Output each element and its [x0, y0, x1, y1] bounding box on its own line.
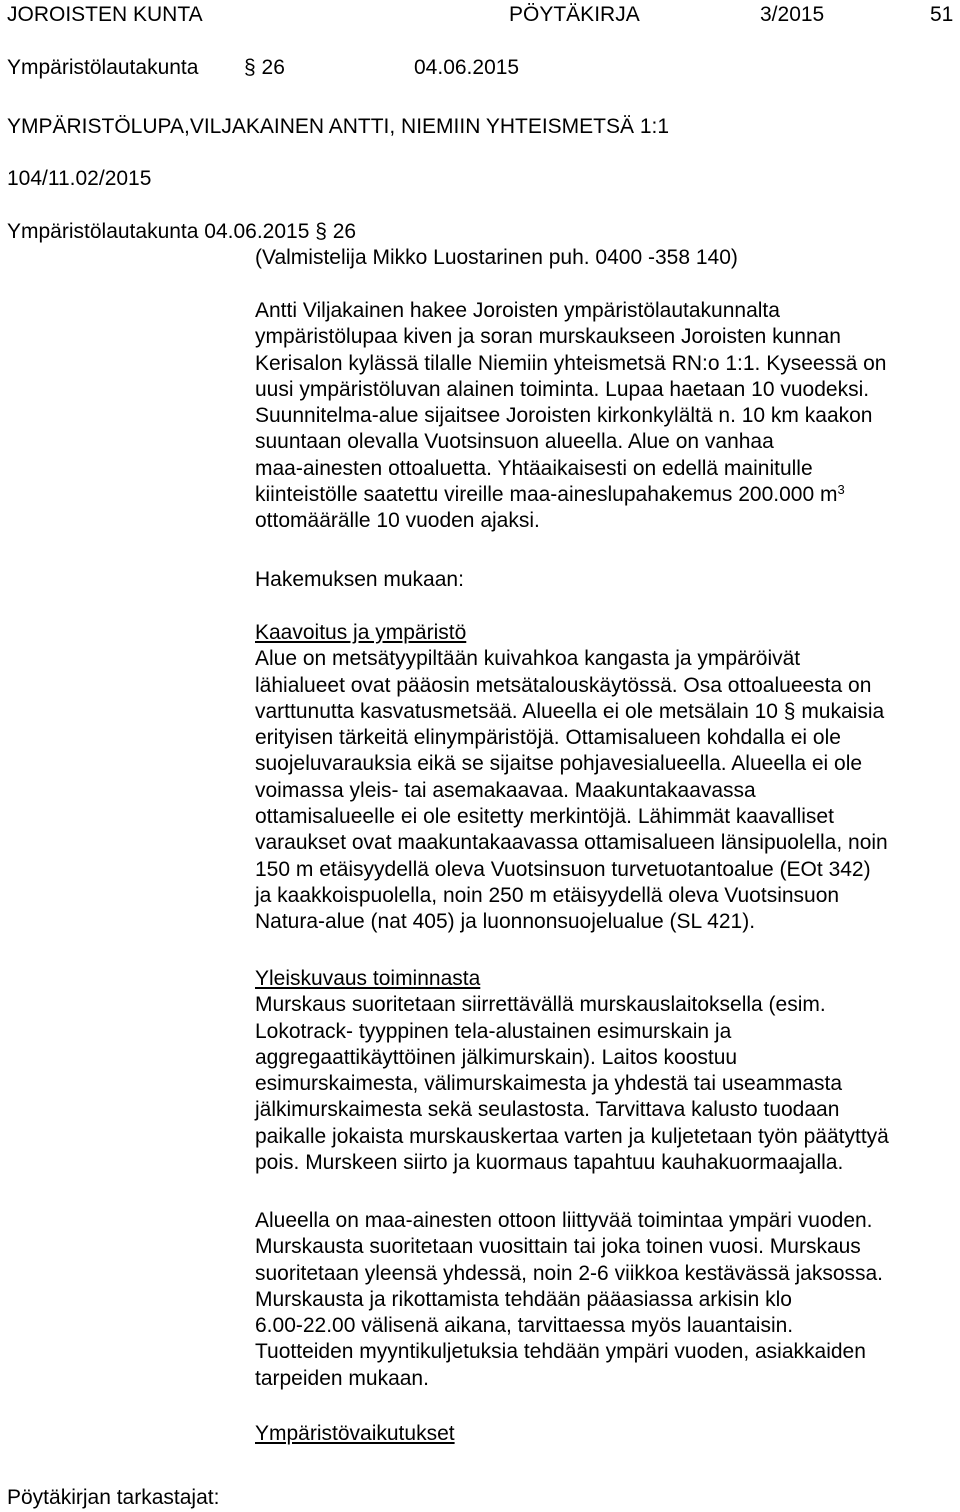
- section-line: paikalle jokaista murskauskertaa varten ja kuljetetaan työn päätyttyä: [255, 1124, 889, 1148]
- section-line: ja kaakkoispuolella, noin 250 m etäisyydellä oleva Vuotsinsuon: [255, 883, 840, 907]
- operation-line: 6.00-22.00 välisenä aikana, tarvittaessa myös lauantaisin.: [255, 1314, 794, 1338]
- operation-line: suoritetaan yleensä yhdessä, noin 2-6 viikkoa kestävässä jaksossa.: [255, 1261, 884, 1285]
- section-line: lähialueet ovat pääosin metsätalouskäytössä. Osa ottoalueesta on: [255, 673, 872, 697]
- section-line: Murskaus suoritetaan siirrettävällä murskauslaitoksella (esim.: [255, 993, 826, 1017]
- section-line: varttunutta kasvatusmetsää. Alueella ei ole metsälain 10 § mukaisia: [255, 699, 885, 723]
- section-number: § 26: [244, 56, 285, 79]
- section-line: Alue on metsätyypiltään kuivahkoa kangasta ja ympäröivät: [255, 647, 801, 671]
- intro-line-with-unit: [255, 482, 960, 508]
- section-zoning: [255, 620, 960, 936]
- case-number: 104/11.02/2015: [7, 167, 152, 190]
- section-line: Natura-alue (nat 405) ja luonnonsuojelualue (SL 421).: [255, 910, 756, 934]
- section-heading: Kaavoitus ja ympäristö: [255, 621, 467, 644]
- application-label: Hakemuksen mukaan:: [255, 568, 464, 591]
- intro-line: Kerisalon kylässä tilalle Niemiin yhteismetsä RN:o 1:1. Kyseessä on: [255, 351, 887, 375]
- section-line: esimurskaimesta, välimurskaimesta ja yhdestä tai useammasta: [255, 1072, 843, 1096]
- document-type: PÖYTÄKIRJA: [509, 3, 640, 26]
- intro-line: ottomäärälle 10 vuoden ajaksi.: [255, 509, 540, 533]
- section-line: Lokotrack- tyyppinen tela-alustainen esimurskain ja: [255, 1019, 732, 1043]
- cubic-superscript: 3: [837, 482, 845, 498]
- intro-line: kiinteistölle saatettu vireille maa-aineslupahakemus 200.000 m: [255, 483, 838, 507]
- intro-line: suuntaan olevalla Vuotsinsuon alueella. Alue on vanhaa: [255, 430, 774, 454]
- section-line: pois. Murskeen siirto ja kuormaus tapahtuu kauhakuormaajalla.: [255, 1151, 844, 1175]
- operation-line: Murskausta ja rikottamista tehdään pääasiassa arkisin klo: [255, 1287, 792, 1311]
- board-name: Ympäristölautakunta: [7, 56, 199, 79]
- subject-title: YMPÄRISTÖLUPA,VILJAKAINEN ANTTI, NIEMIIN YHTEISMETSÄ 1:1: [7, 115, 670, 138]
- section-line: varaukset ovat maakuntakaavassa ottamisalueen länsipuolella, noin: [255, 831, 888, 855]
- operation-line: Tuotteiden myyntikuljetuksia tehdään ympäri vuoden, asiakkaiden: [255, 1340, 866, 1364]
- section-line: aggregaattikäyttöinen jälkimurskain). Laitos koostuu: [255, 1045, 738, 1069]
- page-number: 51: [930, 3, 954, 26]
- section-line: jälkimurskaimesta sekä seulastosta. Tarvittava kalusto tuodaan: [255, 1098, 840, 1122]
- intro-paragraph: [255, 298, 960, 535]
- operation-line: Murskausta suoritetaan vuosittain tai joka toinen vuosi. Murskaus: [255, 1235, 861, 1259]
- meeting-reference: Ympäristölautakunta 04.06.2015 § 26: [7, 220, 357, 243]
- document-number: 3/2015: [760, 3, 825, 26]
- operation-line: tarpeiden mukaan.: [255, 1366, 429, 1390]
- intro-line: Antti Viljakainen hakee Joroisten ympäristölautakunnalta: [255, 299, 780, 322]
- meeting-date: 04.06.2015: [414, 56, 520, 79]
- operation-paragraph: [255, 1208, 960, 1392]
- intro-line: Suunnitelma-alue sijaitsee Joroisten kirkonkylältä n. 10 km kaakon: [255, 404, 873, 428]
- environmental-impacts-heading: Ympäristövaikutukset: [255, 1422, 455, 1445]
- preparer-info: (Valmistelija Mikko Luostarinen puh. 0400 -358 140): [255, 246, 738, 269]
- section-heading: Yleiskuvaus toiminnasta: [255, 967, 481, 990]
- section-line: ottamisalueelle ei ole esitetty merkintöjä. Lähimmät kaavalliset: [255, 805, 834, 829]
- municipality-name: JOROISTEN KUNTA: [7, 3, 203, 26]
- section-line: erityisen tärkeitä elinympäristöjä. Ottamisalueen kohdalla ei ole: [255, 726, 841, 750]
- section-line: 150 m etäisyydellä oleva Vuotsinsuon turvetuotantoalue (EOt 342): [255, 857, 871, 881]
- intro-line: uusi ympäristöluvan alainen toiminta. Lupaa haetaan 10 vuodeksi.: [255, 377, 870, 401]
- section-line: suojeluvarauksia eikä se sijaitse pohjavesialueella. Alueella ei ole: [255, 752, 863, 776]
- section-operation-overview: [255, 966, 960, 1176]
- intro-line: maa-ainesten ottoaluetta. Yhtäaikaisesti on edellä mainitulle: [255, 456, 813, 480]
- operation-line: Alueella on maa-ainesten ottoon liittyvää toimintaa ympäri vuoden.: [255, 1209, 873, 1232]
- intro-line: ympäristölupaa kiven ja soran murskaukseen Joroisten kunnan: [255, 325, 841, 349]
- section-line: voimassa yleis- tai asemakaavaa. Maakuntakaavassa: [255, 778, 756, 802]
- reviewers-label: Pöytäkirjan tarkastajat:: [7, 1486, 220, 1509]
